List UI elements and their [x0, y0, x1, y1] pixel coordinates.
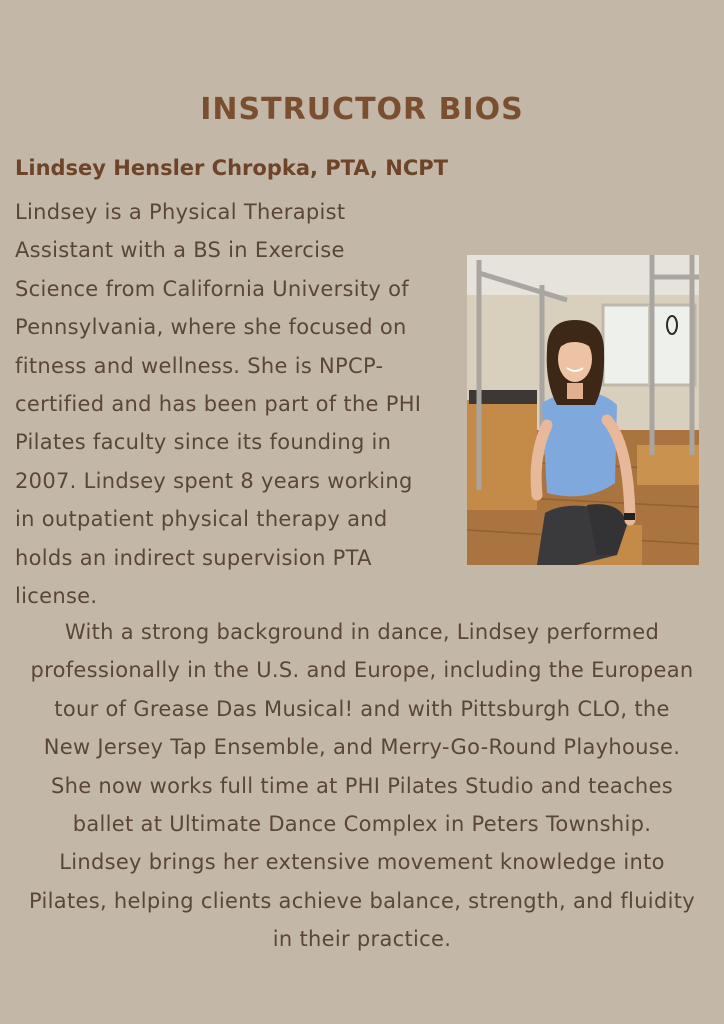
bio-body-line: New Jersey Tap Ensemble, and Merry-Go-Round Playhouse. [43, 735, 681, 760]
bio-body-line: Lindsey brings her extensive movement knowledge into [59, 850, 665, 875]
bio-body-line: professionally in the U.S. and Europe, including the European [30, 658, 694, 683]
bio-intro-line: Pennsylvania, where she focused on [15, 315, 407, 340]
instructor-name: Lindsey Hensler Chropka, PTA, NCPT [15, 156, 449, 180]
bio-intro-line: Assistant with a BS in Exercise [15, 238, 345, 263]
bio-body-line: She now works full time at PHI Pilates Studio and teaches [50, 773, 674, 798]
bio-intro [15, 193, 465, 615]
bio-intro-line: Lindsey is a Physical Therapist [15, 200, 346, 224]
bio-body-line: Pilates, helping clients achieve balance, strength, and fluidity [29, 888, 695, 913]
bio-intro-line: in outpatient physical therapy and [15, 507, 388, 532]
bio-intro-line: Pilates faculty since its founding in [15, 430, 392, 455]
bio-body-line: tour of Grease Das Musical! and with Pittsburgh CLO, the [54, 696, 670, 721]
bio-body-line: ballet at Ultimate Dance Complex in Peters Township. [72, 812, 652, 837]
instructor-photo [467, 255, 699, 565]
bio-intro-line: license. [15, 584, 98, 609]
bio-body-line: With a strong background in dance, Lindsey performed [64, 620, 660, 644]
bio-intro-line: 2007. Lindsey spent 8 years working [15, 468, 413, 493]
bio-intro-line: holds an indirect supervision PTA [15, 545, 372, 570]
page-title: INSTRUCTOR BIOS [200, 92, 524, 127]
bio-intro-line: certified and has been part of the PHI [15, 392, 422, 417]
bio-body-line: in their practice. [272, 927, 452, 952]
bio-intro-line: fitness and wellness. She is NPCP- [15, 353, 384, 378]
bio-intro-line: Science from California University of [15, 276, 409, 301]
bio-body [0, 613, 724, 959]
